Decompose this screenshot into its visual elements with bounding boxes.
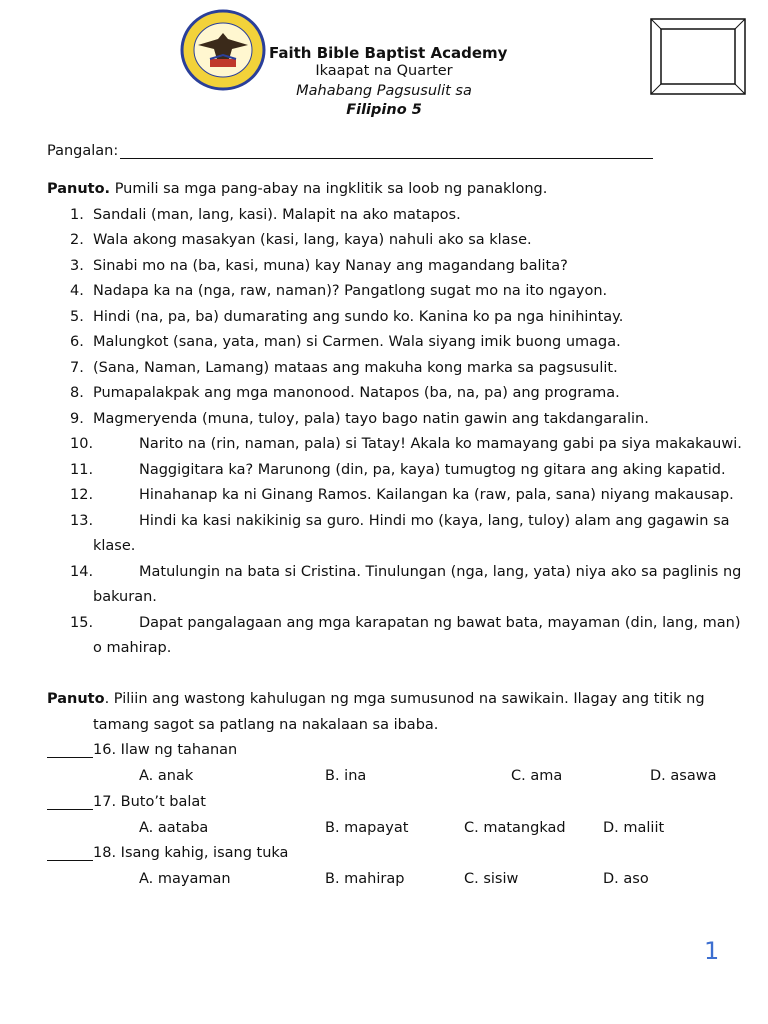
choice-option[interactable]: B. mahirap — [325, 871, 405, 887]
choice-option[interactable]: D. asawa — [650, 768, 717, 784]
name-label: Pangalan: — [47, 143, 119, 159]
item-number: 1. — [70, 207, 84, 223]
question-label: 16. Ilaw ng tahanan — [93, 742, 238, 758]
instruction-text: Pumili sa mga pang-abay na ingklitik sa loob ng panaklong. — [114, 181, 548, 197]
item-number: 10. — [70, 436, 94, 452]
item-text: Sinabi mo na (ba, kasi, muna) kay Nanay ang magandang balita? — [93, 258, 568, 274]
choice-option[interactable]: C. ama — [511, 768, 563, 784]
item-text-continued: bakuran. — [93, 589, 157, 605]
name-row — [47, 143, 653, 159]
item-text: Magmeryenda (muna, tuloy, pala) tayo bago natin gawin ang takdangaralin. — [93, 411, 649, 427]
instruction-text-2b: tamang sagot sa patlang na nakalaan sa ibaba. — [93, 717, 439, 733]
item-number: 9. — [70, 411, 84, 427]
instruction-text-2: . Piliin ang wastong kahulugan ng mga sumusunod na sawikain. Ilagay ang titik ng — [104, 691, 705, 707]
item-text: Nadapa ka na (nga, raw, naman)? Pangatlong sugat mo na ito ngayon. — [93, 283, 608, 299]
exam-title: Mahabang Pagsusulit sa — [296, 83, 472, 99]
answer-blank[interactable] — [47, 795, 93, 810]
question-label: 17. Buto’t balat — [93, 794, 206, 810]
name-field[interactable] — [120, 144, 653, 159]
item-number: 15. — [70, 615, 94, 631]
item-text: Pumapalakpak ang mga manonood. Natapos (ba, na, pa) ang programa. — [93, 385, 620, 401]
item-text: Hindi ka kasi nakikinig sa guro. Hindi mo (kaya, lang, tuloy) alam ang gagawin sa — [139, 513, 730, 529]
item-text-continued: klase. — [93, 538, 136, 554]
answer-blank[interactable] — [47, 846, 93, 861]
choice-option[interactable]: C. matangkad — [464, 820, 566, 836]
item-number: 5. — [70, 309, 84, 325]
item-text: Matulungin na bata si Cristina. Tinulungan (nga, lang, yata) niya ako sa paglinis ng — [139, 564, 742, 580]
item-text: Dapat pangalagaan ang mga karapatan ng bawat bata, mayaman (din, lang, man) — [139, 615, 741, 631]
choice-option[interactable]: B. mapayat — [325, 820, 409, 836]
item-number: 4. — [70, 283, 84, 299]
choice-option[interactable]: B. ina — [325, 768, 367, 784]
item-number: 6. — [70, 334, 84, 350]
subject-title: Filipino 5 — [346, 102, 422, 118]
section2-instruction — [47, 691, 705, 707]
item-number: 14. — [70, 564, 94, 580]
item-text-continued: o mahirap. — [93, 640, 172, 656]
item-text: Sandali (man, lang, kasi). Malapit na ako matapos. — [93, 207, 461, 223]
choice-option[interactable]: A. aataba — [139, 820, 209, 836]
question-row — [47, 742, 237, 758]
item-text: Narito na (rin, naman, pala) si Tatay! Akala ko mamayang gabi pa siya makakauwi. — [139, 436, 742, 452]
question-label: 18. Isang kahig, isang tuka — [93, 845, 289, 861]
item-number: 13. — [70, 513, 94, 529]
panuto-label: Panuto. — [47, 181, 111, 197]
item-text: Wala akong masakyan (kasi, lang, kaya) nahuli ako sa klase. — [93, 232, 532, 248]
page-number: 1 — [704, 937, 720, 965]
item-number: 8. — [70, 385, 84, 401]
choice-option[interactable]: A. mayaman — [139, 871, 231, 887]
section1-instruction — [47, 181, 547, 197]
question-row — [47, 794, 206, 810]
item-number: 7. — [70, 360, 84, 376]
item-text: Hinahanap ka ni Ginang Ramos. Kailangan ka (raw, pala, sana) niyang makausap. — [139, 487, 734, 503]
item-text: (Sana, Naman, Lamang) mataas ang makuha kong marka sa pagsusulit. — [93, 360, 618, 376]
item-text: Malungkot (sana, yata, man) si Carmen. Wala siyang imik buong umaga. — [93, 334, 621, 350]
question-row — [47, 845, 288, 861]
item-number: 3. — [70, 258, 84, 274]
choice-option[interactable]: D. aso — [603, 871, 649, 887]
item-text: Hindi (na, pa, ba) dumarating ang sundo ko. Kanina ko pa nga hinihintay. — [93, 309, 624, 325]
item-number: 2. — [70, 232, 84, 248]
item-text: Naggigitara ka? Marunong (din, pa, kaya) tumugtog ng gitara ang aking kapatid. — [139, 462, 726, 478]
choice-option[interactable]: C. sisiw — [464, 871, 519, 887]
school-name: Faith Bible Baptist Academy — [269, 44, 508, 62]
item-number: 11. — [70, 462, 94, 478]
panuto-label-2: Panuto — [47, 691, 105, 707]
choice-option[interactable]: A. anak — [139, 768, 194, 784]
answer-blank[interactable] — [47, 743, 93, 758]
quarter-label: Ikaapat na Quarter — [315, 63, 453, 79]
choice-option[interactable]: D. maliit — [603, 820, 665, 836]
item-number: 12. — [70, 487, 94, 503]
